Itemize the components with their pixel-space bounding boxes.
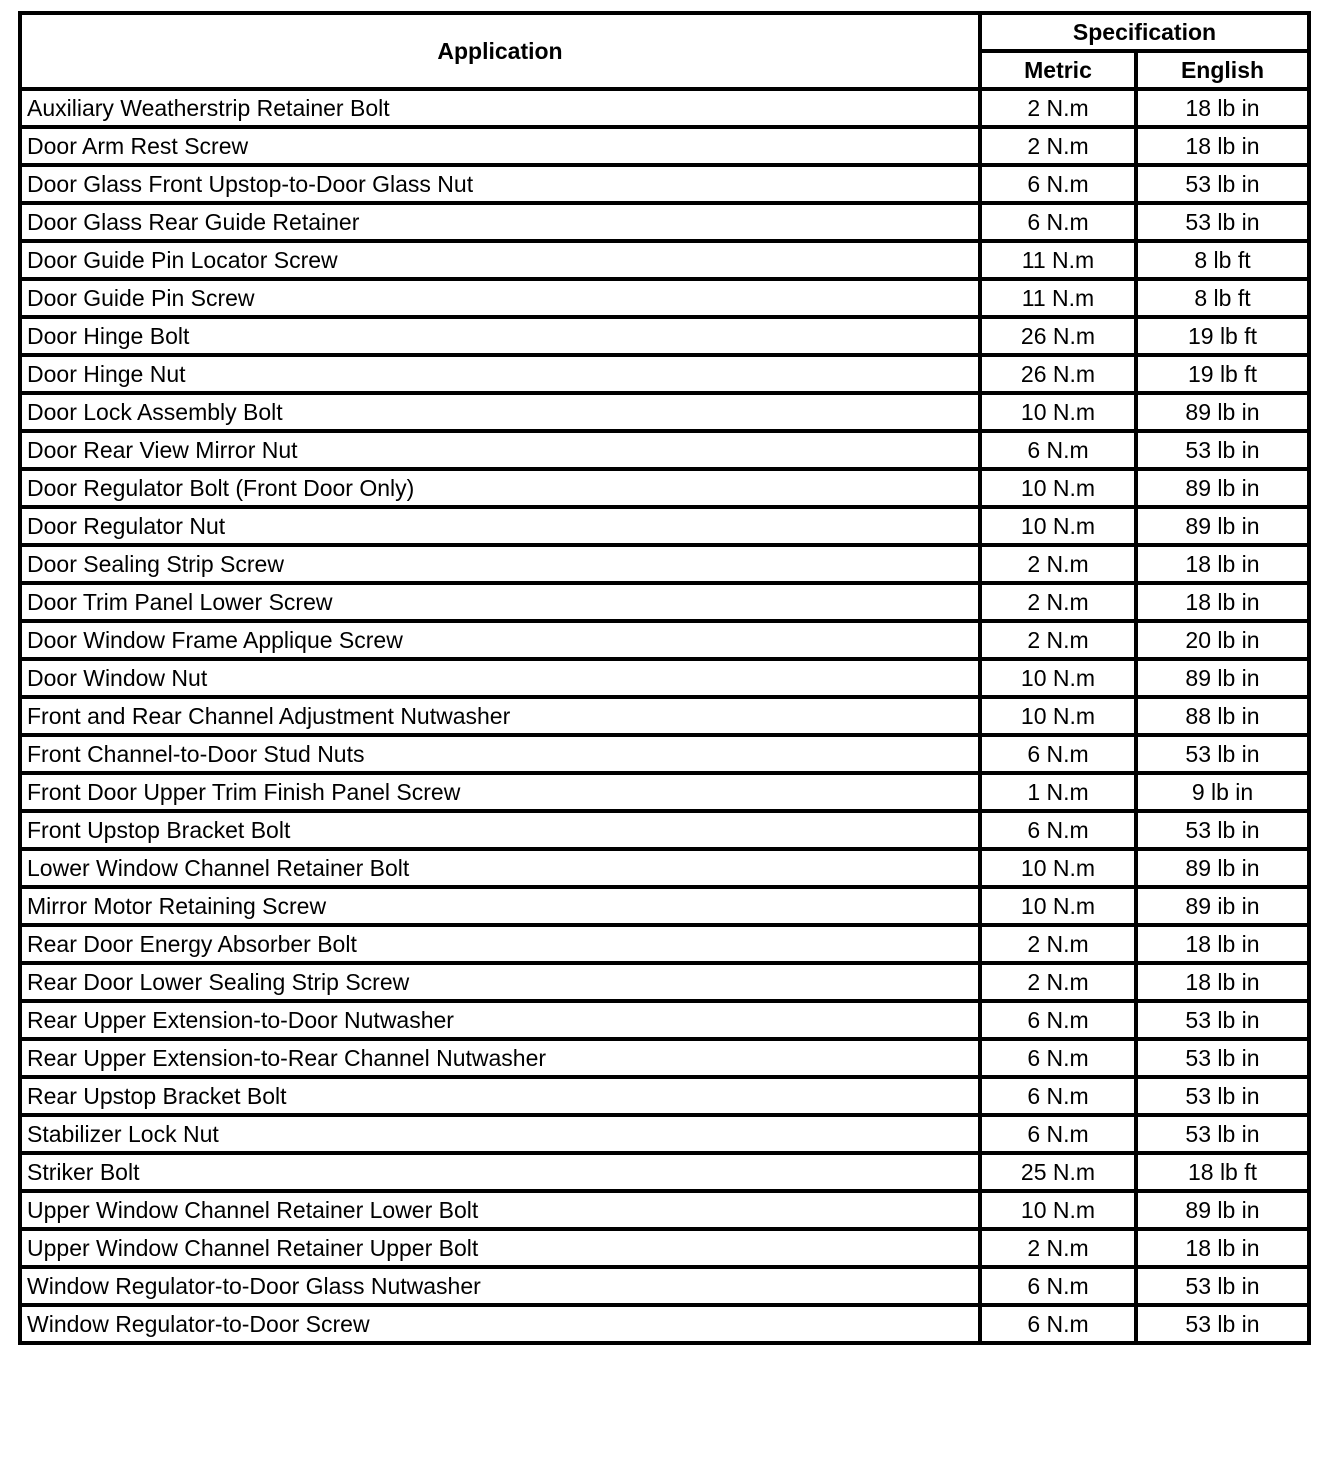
table-row	[20, 545, 1309, 583]
table-row	[20, 165, 1309, 203]
header-application: Application	[20, 13, 980, 89]
cell-application: Door Glass Front Upstop-to-Door Glass Nut	[20, 165, 980, 203]
table-row	[20, 849, 1309, 887]
cell-application: Door Arm Rest Screw	[20, 127, 980, 165]
cell-application: Door Hinge Bolt	[20, 317, 980, 355]
cell-metric: 26 N.m	[980, 355, 1136, 393]
cell-metric: 10 N.m	[980, 1191, 1136, 1229]
table-row	[20, 659, 1309, 697]
cell-english: 8 lb ft	[1136, 279, 1309, 317]
cell-english: 18 lb in	[1136, 1229, 1309, 1267]
cell-metric: 10 N.m	[980, 659, 1136, 697]
cell-metric: 6 N.m	[980, 811, 1136, 849]
cell-application: Door Hinge Nut	[20, 355, 980, 393]
table-row	[20, 583, 1309, 621]
cell-application: Front Channel-to-Door Stud Nuts	[20, 735, 980, 773]
cell-english: 53 lb in	[1136, 203, 1309, 241]
cell-application: Stabilizer Lock Nut	[20, 1115, 980, 1153]
cell-english: 88 lb in	[1136, 697, 1309, 735]
cell-english: 19 lb ft	[1136, 355, 1309, 393]
cell-metric: 10 N.m	[980, 393, 1136, 431]
cell-english: 89 lb in	[1136, 393, 1309, 431]
cell-english: 18 lb in	[1136, 89, 1309, 127]
cell-metric: 6 N.m	[980, 431, 1136, 469]
table-row	[20, 621, 1309, 659]
cell-application: Lower Window Channel Retainer Bolt	[20, 849, 980, 887]
table-row	[20, 431, 1309, 469]
cell-metric: 11 N.m	[980, 241, 1136, 279]
cell-metric: 2 N.m	[980, 1229, 1136, 1267]
cell-application: Door Rear View Mirror Nut	[20, 431, 980, 469]
cell-application: Door Sealing Strip Screw	[20, 545, 980, 583]
cell-metric: 2 N.m	[980, 583, 1136, 621]
cell-application: Door Window Frame Applique Screw	[20, 621, 980, 659]
cell-metric: 2 N.m	[980, 127, 1136, 165]
table-row	[20, 355, 1309, 393]
header-english: English	[1136, 51, 1309, 89]
table-row	[20, 1305, 1309, 1343]
cell-metric: 2 N.m	[980, 89, 1136, 127]
cell-metric: 1 N.m	[980, 773, 1136, 811]
table-body	[20, 89, 1309, 1343]
cell-metric: 10 N.m	[980, 507, 1136, 545]
cell-application: Front and Rear Channel Adjustment Nutwasher	[20, 697, 980, 735]
cell-english: 89 lb in	[1136, 849, 1309, 887]
cell-english: 89 lb in	[1136, 507, 1309, 545]
cell-metric: 6 N.m	[980, 1115, 1136, 1153]
cell-application: Auxiliary Weatherstrip Retainer Bolt	[20, 89, 980, 127]
cell-english: 53 lb in	[1136, 1115, 1309, 1153]
cell-application: Door Lock Assembly Bolt	[20, 393, 980, 431]
cell-metric: 2 N.m	[980, 621, 1136, 659]
table-row	[20, 811, 1309, 849]
cell-application: Front Door Upper Trim Finish Panel Screw	[20, 773, 980, 811]
cell-application: Upper Window Channel Retainer Upper Bolt	[20, 1229, 980, 1267]
table-row	[20, 89, 1309, 127]
cell-application: Door Guide Pin Screw	[20, 279, 980, 317]
table-row	[20, 507, 1309, 545]
cell-metric: 6 N.m	[980, 1267, 1136, 1305]
table-row	[20, 279, 1309, 317]
cell-english: 8 lb ft	[1136, 241, 1309, 279]
cell-english: 53 lb in	[1136, 1267, 1309, 1305]
cell-english: 89 ib in	[1136, 887, 1309, 925]
table-row	[20, 1115, 1309, 1153]
header-metric: Metric	[980, 51, 1136, 89]
cell-english: 53 lb in	[1136, 165, 1309, 203]
cell-metric: 6 N.m	[980, 1305, 1136, 1343]
cell-application: Door Regulator Nut	[20, 507, 980, 545]
cell-english: 18 lb in	[1136, 583, 1309, 621]
table-row	[20, 1191, 1309, 1229]
cell-application: Door Glass Rear Guide Retainer	[20, 203, 980, 241]
cell-application: Door Regulator Bolt (Front Door Only)	[20, 469, 980, 507]
cell-english: 18 lb in	[1136, 545, 1309, 583]
table-row	[20, 735, 1309, 773]
cell-metric: 6 N.m	[980, 165, 1136, 203]
table-row	[20, 1267, 1309, 1305]
cell-metric: 11 N.m	[980, 279, 1136, 317]
cell-english: 19 lb ft	[1136, 317, 1309, 355]
cell-english: 53 lb in	[1136, 1077, 1309, 1115]
cell-application: Rear Door Energy Absorber Bolt	[20, 925, 980, 963]
table-row	[20, 773, 1309, 811]
header-specification: Specification	[980, 13, 1309, 51]
cell-english: 9 lb in	[1136, 773, 1309, 811]
cell-application: Rear Upper Extension-to-Door Nutwasher	[20, 1001, 980, 1039]
table-row	[20, 393, 1309, 431]
cell-application: Window Regulator-to-Door Glass Nutwasher	[20, 1267, 980, 1305]
cell-metric: 10 N.m	[980, 887, 1136, 925]
cell-metric: 6 N.m	[980, 1001, 1136, 1039]
cell-application: Window Regulator-to-Door Screw	[20, 1305, 980, 1343]
cell-metric: 6 N.m	[980, 203, 1136, 241]
cell-english: 53 lb in	[1136, 1001, 1309, 1039]
cell-english: 18 lb ft	[1136, 1153, 1309, 1191]
cell-english: 53 lb in	[1136, 1305, 1309, 1343]
cell-metric: 10 N.m	[980, 849, 1136, 887]
table-row	[20, 697, 1309, 735]
cell-english: 18 lb in	[1136, 925, 1309, 963]
table-row	[20, 887, 1309, 925]
table-row	[20, 203, 1309, 241]
cell-metric: 6 N.m	[980, 1077, 1136, 1115]
cell-english: 53 lb in	[1136, 431, 1309, 469]
cell-application: Door Window Nut	[20, 659, 980, 697]
cell-metric: 6 N.m	[980, 1039, 1136, 1077]
cell-metric: 2 N.m	[980, 545, 1136, 583]
cell-metric: 6 N.m	[980, 735, 1136, 773]
table-row	[20, 963, 1309, 1001]
cell-english: 18 lb in	[1136, 963, 1309, 1001]
table-row	[20, 127, 1309, 165]
cell-application: Rear Door Lower Sealing Strip Screw	[20, 963, 980, 1001]
table-row	[20, 317, 1309, 355]
header-row-top	[20, 13, 1309, 51]
cell-metric: 26 N.m	[980, 317, 1136, 355]
table-row	[20, 1039, 1309, 1077]
cell-application: Upper Window Channel Retainer Lower Bolt	[20, 1191, 980, 1229]
table-row	[20, 1077, 1309, 1115]
cell-application: Rear Upper Extension-to-Rear Channel Nutwasher	[20, 1039, 980, 1077]
table-row	[20, 1001, 1309, 1039]
table-row	[20, 925, 1309, 963]
table-row	[20, 469, 1309, 507]
table-row	[20, 241, 1309, 279]
table-row	[20, 1229, 1309, 1267]
cell-application: Front Upstop Bracket Bolt	[20, 811, 980, 849]
table-row	[20, 1153, 1309, 1191]
cell-metric: 2 N.m	[980, 963, 1136, 1001]
cell-application: Mirror Motor Retaining Screw	[20, 887, 980, 925]
cell-english: 53 lb in	[1136, 811, 1309, 849]
cell-english: 89 lb in	[1136, 1191, 1309, 1229]
cell-english: 18 lb in	[1136, 127, 1309, 165]
cell-application: Striker Bolt	[20, 1153, 980, 1191]
cell-english: 20 lb in	[1136, 621, 1309, 659]
cell-english: 53 lb in	[1136, 1039, 1309, 1077]
cell-application: Rear Upstop Bracket Bolt	[20, 1077, 980, 1115]
cell-application: Door Guide Pin Locator Screw	[20, 241, 980, 279]
table-header	[20, 13, 1309, 89]
fastener-torque-spec-table	[18, 11, 1311, 1345]
cell-metric: 10 N.m	[980, 697, 1136, 735]
cell-metric: 25 N.m	[980, 1153, 1136, 1191]
cell-metric: 2 N.m	[980, 925, 1136, 963]
cell-english: 53 lb in	[1136, 735, 1309, 773]
cell-english: 89 lb in	[1136, 469, 1309, 507]
cell-english: 89 lb in	[1136, 659, 1309, 697]
cell-application: Door Trim Panel Lower Screw	[20, 583, 980, 621]
cell-metric: 10 N.m	[980, 469, 1136, 507]
